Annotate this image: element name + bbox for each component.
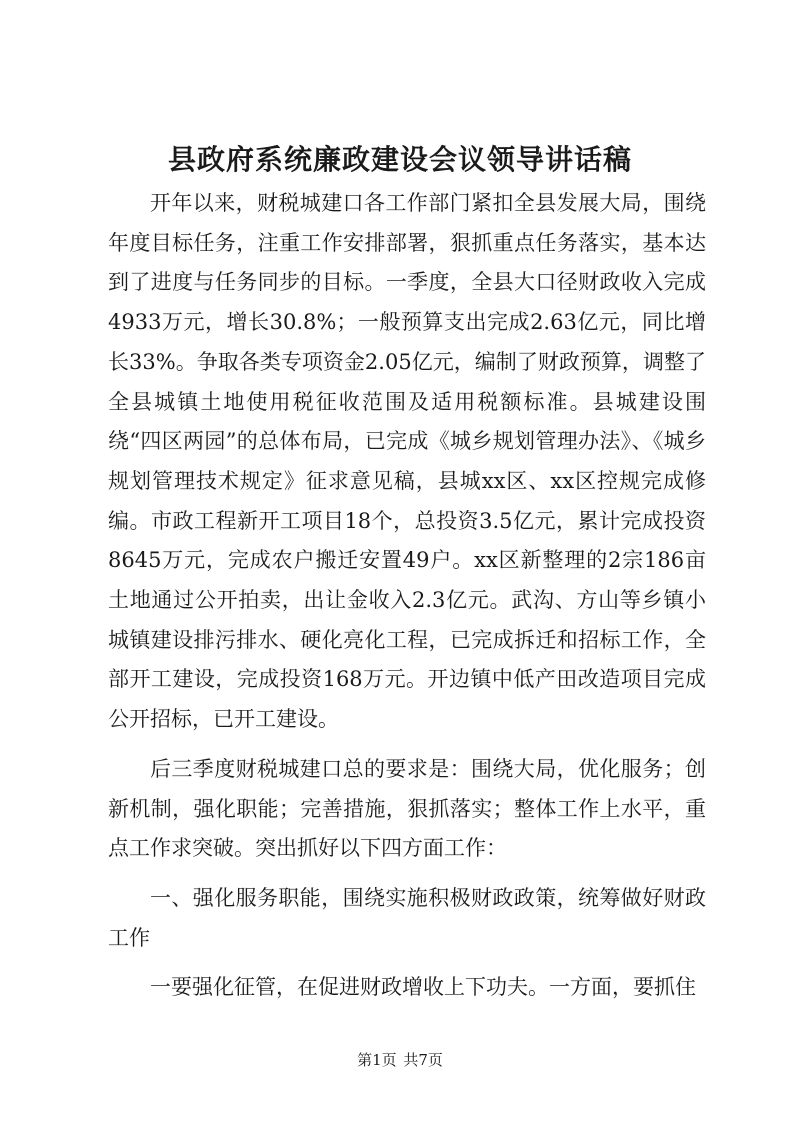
document-title: 县政府系统廉政建设会议领导讲话稿 [167, 143, 632, 176]
paragraph: 一要强化征管，在促进财政增收上下功夫。一方面，要抓住 [150, 975, 696, 1000]
paragraph: 开年以来，财税城建口各工作部门紧扣全县发展大局，围绕年度目标任务，注重工作安排部署，狠抓重点任务落实，基本达到了进度与任务同步的目标。一季度，全县大口径财政收入完成4933万元，增长30.8%；一般预算支出完成2.63亿元，同比增长33%。争取各类专项资金2.05亿元，编制了财政预算，调整了全县城镇土地使用税征收范围及适用税额标准。县城建设围绕“四区两园”的总体布局，已完成《城乡规划管理办法》、《城乡规划管理技术规定》征求意见稿，县城xx区、xx区控规完成修编。市政工程新开工项目18个，总投资3.5亿元，累计完成投资8645万元，完成农户搬迁安置49户。xx区新整理的2宗186亩土地通过公开拍卖，出让金收入2.3亿元。武沟、方山等乡镇小城镇建设排污排水、硬化亮化工程，已完成拆迁和招标工作，全部开工建设，完成投资168万元。开边镇中低产田改造项目完成公开招标，已开工建设。 [108, 191, 706, 732]
page-total: 共7页 [403, 1051, 443, 1069]
document-body [108, 184, 706, 1018]
page-footer [0, 1050, 800, 1070]
page-number: 第1页 [357, 1051, 397, 1069]
paragraph: 一、强化服务职能，围绕实施积极财政政策，统筹做好财政工作 [108, 885, 706, 950]
paragraph: 后三季度财税城建口总的要求是：围绕大局，优化服务；创新机制，强化职能；完善措施，狠抓落实；整体工作上水平，重点工作求突破。突出抓好以下四方面工作： [108, 756, 706, 861]
